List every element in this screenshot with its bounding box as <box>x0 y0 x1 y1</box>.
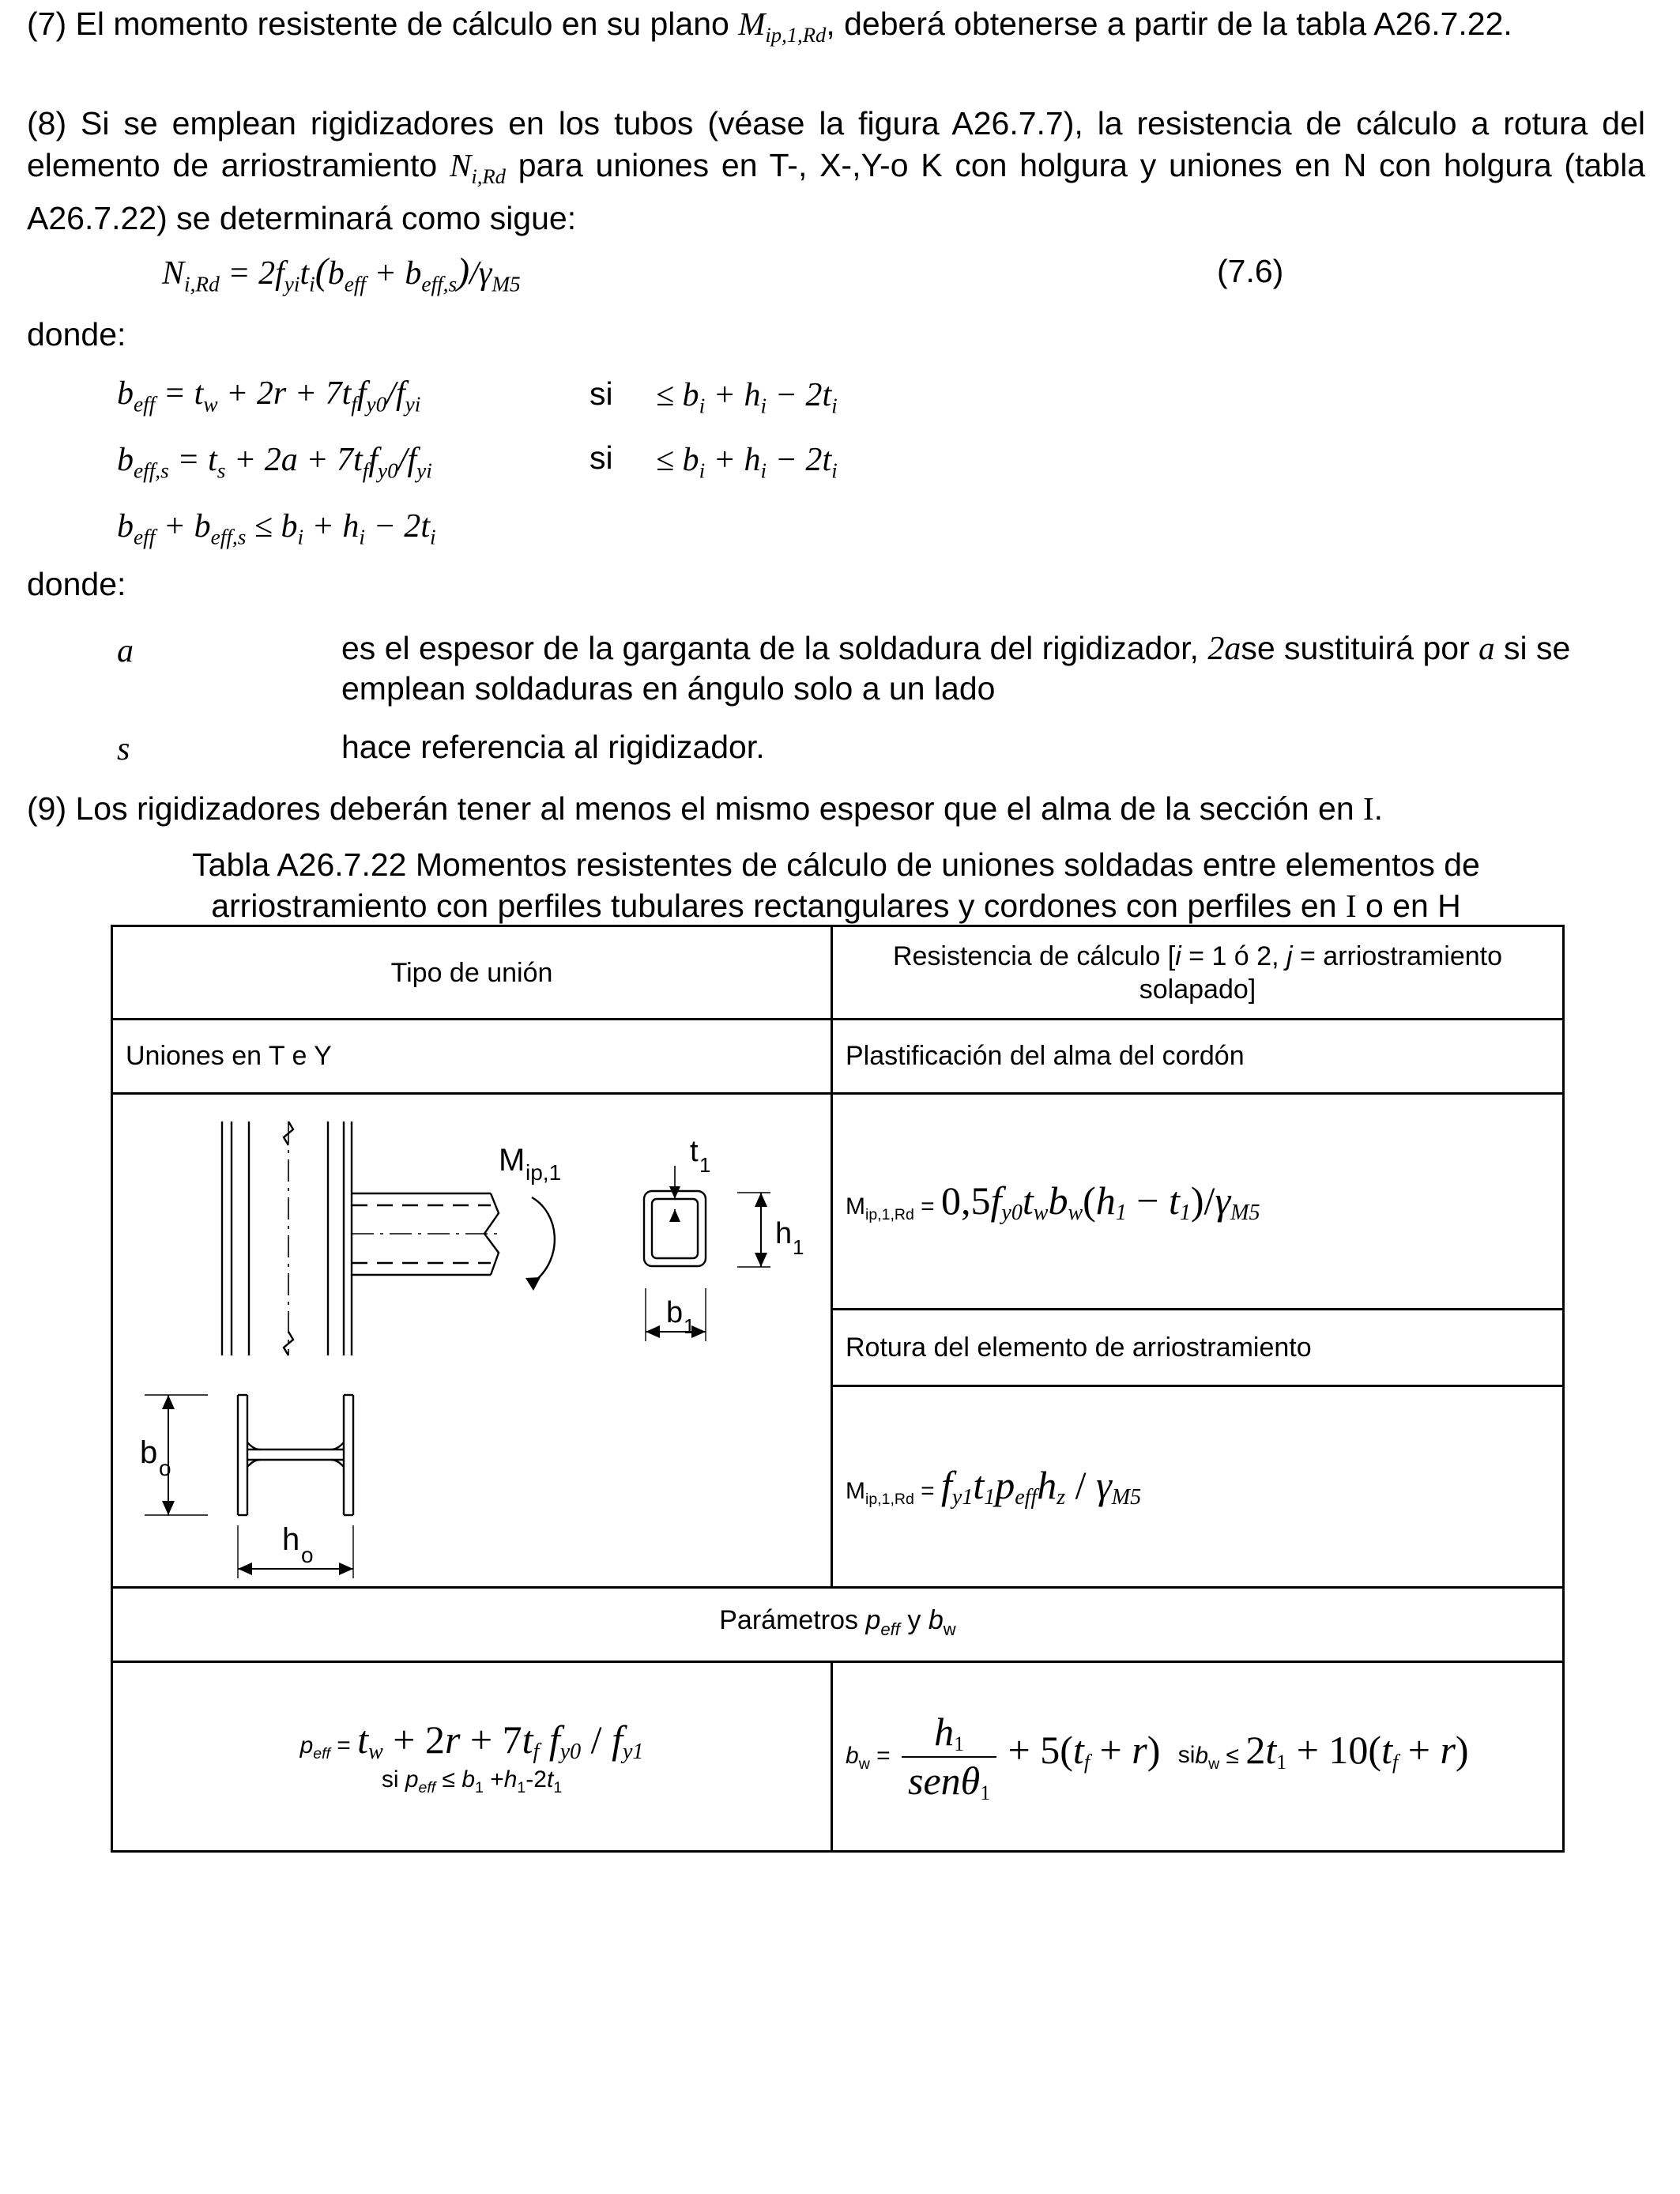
peff-eq: = <box>330 1732 351 1759</box>
condition-limit-1: ≤ $b_i + h_i - 2t_i$ <box>656 377 838 418</box>
eq-lhs: N <box>162 255 185 292</box>
params-title-mid: y <box>899 1604 929 1635</box>
fig-label-t1-sub: 1 <box>699 1153 711 1177</box>
params-title-p: p <box>865 1604 881 1635</box>
bw-label-sub: w <box>858 1755 870 1773</box>
formula-1-eq: = <box>913 1193 935 1220</box>
formula-cell-1: $M_{ip,1,Rd} = 0,5f_{y0}t_wb_w(h_1 - t_1)/\gamma_{M5}$ <box>832 1094 1564 1310</box>
header-resistance <box>832 926 1564 1020</box>
beffs-lhs: b <box>117 442 134 478</box>
paragraph-9 <box>27 788 1645 830</box>
params-title-psub: eff <box>880 1619 900 1639</box>
peff-formula: $p_{eff} = t_w + 2r + 7t_f$ $f_{y0} / f_{y1}$ <box>299 1717 644 1764</box>
eq-rhs: = 2f <box>228 255 284 292</box>
paragraph-8-text-b: para uniones en T-, X-,Y-o K con holgura y uniones en N con holgura (tabla A26.7.22) se determinará como sigue: <box>27 147 1645 237</box>
def-a-text-b: se sustituirá por <box>1241 630 1479 666</box>
fig-label-h1: h <box>775 1217 793 1250</box>
n-ird-symbol: N <box>449 147 472 183</box>
m-ip-symbol: M <box>738 6 766 42</box>
sum-lhs-sub: eff <box>134 525 156 549</box>
paragraph-9-text-a: (9) Los rigidizadores deberán tener al menos el mismo espesor que el alma de la sección en <box>27 790 1364 827</box>
paragraph-7-text-a: (7) El momento resistente de cálculo en su plano <box>27 6 739 42</box>
condition-sum: $b_{eff} + b_{eff,s} \le b_i + h_i - 2t_i$ <box>117 508 436 549</box>
sum-lhs: b <box>117 508 134 545</box>
bw-si: si <box>1177 1742 1196 1769</box>
equation-7-6: $N_{i,Rd} = 2f_{yi}t_i(b_{eff} + b_{eff,s})/\gamma_{M5}$ <box>162 251 521 296</box>
peff-cond-t: t <box>546 1766 554 1793</box>
fig-label-b1: b <box>666 1296 684 1329</box>
params-header <box>112 1588 1564 1662</box>
eq-lhs-sub: i,Rd <box>184 272 220 296</box>
m-ip-subscript: ip,1,Rd <box>765 23 827 47</box>
bw-si3: ≤ <box>1219 1742 1239 1769</box>
row-joint-type: Uniones en T e Y <box>112 1020 832 1094</box>
condition-limit-2: ≤ $b_i + h_i - 2t_i$ <box>656 442 838 483</box>
caption-line-2-sym: I <box>1345 888 1357 924</box>
caption-line-2-a: arriostramiento con perfiles tubulares rectangulares y cordones con perfiles en <box>211 888 1346 924</box>
def-symbol-a: a <box>117 633 134 669</box>
n-ird-subscript: i,Rd <box>471 164 506 189</box>
formula-1-label: M <box>846 1193 865 1220</box>
fig-label-mip: M <box>499 1143 525 1178</box>
paragraph-8 <box>27 103 1645 239</box>
header-resistance-a: Resistencia de cálculo [ <box>892 941 1176 971</box>
donde-label-2: donde: <box>27 566 126 602</box>
peff-cond-hsub: 1 <box>517 1778 526 1796</box>
failure-mode-2: Rotura del elemento de arriostramiento <box>832 1310 1564 1385</box>
def-a-text-c: si se emplean soldaduras en ángulo solo a un lado <box>341 630 1571 707</box>
caption-line-2 <box>27 885 1645 926</box>
header-joint-type: Tipo de unión <box>112 926 832 1020</box>
beff-lhs: b <box>117 375 134 412</box>
peff-cond-p: p <box>405 1766 419 1793</box>
peff-condition <box>113 1766 831 1797</box>
fig-label-t1: t <box>690 1135 699 1168</box>
peff-cond-psub: eff <box>418 1778 436 1796</box>
formula-2-eq: = <box>913 1478 935 1505</box>
peff-cond-tsub: 1 <box>553 1778 563 1796</box>
bw-si2sub: w <box>1208 1755 1220 1773</box>
params-title-a: Parámetros <box>719 1604 866 1635</box>
def-symbol-s: s <box>117 731 130 767</box>
table-caption <box>27 844 1645 926</box>
caption-line-2-b: o en H <box>1356 888 1461 924</box>
bw-cell: $b_w$ = $h_1$ senθ$_1$ + $5(t_f + r) sib_w \le 2t_1 + 10(t_f + r)$ <box>832 1662 1564 1852</box>
condition-beffs: $b_{eff,s} = t_s + 2a + 7t_ff_{y0}/f_{yi}$ <box>117 442 432 483</box>
sum-rhs: + b <box>163 508 211 545</box>
peff-cond-b1sub: 1 <box>475 1778 484 1796</box>
paragraph-9-sym: I <box>1363 790 1374 827</box>
params-title-b: b <box>928 1604 944 1635</box>
peff-cond-b: ≤ <box>435 1766 462 1793</box>
condition-si-2: si <box>590 439 613 476</box>
beffs-rhs: = t <box>177 442 217 478</box>
fig-label-b0-sub: o <box>159 1456 171 1480</box>
peff-cond-a: si <box>381 1766 405 1793</box>
beff-lhs-sub: eff <box>134 392 156 417</box>
header-resistance-c: = arriostramiento solapado] <box>1139 941 1503 1005</box>
def-a-text <box>341 628 1645 708</box>
cond-1-text: ≤ b <box>656 377 699 413</box>
def-a-inline1: 2a <box>1207 631 1241 667</box>
cond-2-text: ≤ b <box>656 442 699 478</box>
formula-2-label: M <box>846 1478 865 1505</box>
peff-cond-b1: b <box>461 1766 476 1793</box>
paragraph-8-text-a: (8) Si se emplean rigidizadores en los tubos (véase la figura A26.7.7), la resistencia de cálculo a rotura del elemento de arriostramiento <box>27 105 1645 183</box>
equation-number: (7.6) <box>1217 253 1284 289</box>
beffs-lhs-sub: eff,s <box>134 458 169 483</box>
def-s-text: hace referencia al rigidizador. <box>341 729 765 765</box>
peff-label-sub: eff <box>313 1744 330 1762</box>
caption-line-1: Tabla A26.7.22 Momentos resistentes de cálculo de uniones soldadas entre elementos de <box>192 846 1480 883</box>
beff-rhs: = t <box>163 375 204 412</box>
header-resistance-i: i <box>1175 941 1181 971</box>
resistance-table <box>111 925 1565 1853</box>
joint-figure <box>113 1095 831 1586</box>
bw-fraction: $h_1$ senθ$_1$ <box>902 1709 996 1805</box>
failure-mode-1: Plastificación del alma del cordón <box>832 1020 1564 1094</box>
donde-label-1: donde: <box>27 316 126 352</box>
def-a-text-a: es el espesor de la garganta de la soldadura del rigidizador, <box>341 630 1208 666</box>
paragraph-9-text-b: . <box>1373 790 1384 827</box>
fig-label-h0-sub: o <box>301 1543 314 1567</box>
formula-1-label-sub: ip,1,Rd <box>865 1205 914 1223</box>
paragraph-7-text-b: , deberá obtenerse a partir de la tabla A26.7.22. <box>826 6 1512 42</box>
paragraph-7 <box>27 3 1645 56</box>
peff-label: p <box>299 1732 314 1759</box>
peff-cond-d: -2 <box>525 1766 547 1793</box>
condition-beff: $b_{eff} = t_w + 2r + 7t_ff_{y0}/f_{yi}$ <box>117 375 421 417</box>
fig-label-h0: h <box>282 1522 300 1557</box>
fig-label-mip-sub: ip,1 <box>525 1160 562 1185</box>
condition-si-1: si <box>590 375 613 412</box>
formula-cell-2: $M_{ip,1,Rd} = f_{y1}t_1p_{eff}h_z / \gamma_{M5}$ <box>832 1385 1564 1587</box>
header-resistance-b: = 1 ó 2, <box>1181 941 1286 971</box>
joint-figure-cell <box>112 1094 832 1588</box>
def-a-inline2: a <box>1478 630 1495 666</box>
header-resistance-j: j <box>1286 941 1293 971</box>
fig-label-b1-sub: 1 <box>684 1314 695 1338</box>
peff-cell <box>112 1662 832 1852</box>
formula-2-label-sub: ip,1,Rd <box>865 1491 914 1509</box>
fig-label-h1-sub: 1 <box>793 1235 804 1259</box>
bw-eq: = <box>869 1742 891 1769</box>
peff-cond-h: h <box>503 1766 518 1793</box>
bw-si2: b <box>1195 1742 1209 1769</box>
peff-cond-c: + <box>483 1766 504 1793</box>
params-title-bsub: w <box>943 1619 956 1639</box>
bw-label: b <box>846 1742 859 1769</box>
fig-label-b0: b <box>140 1435 158 1470</box>
